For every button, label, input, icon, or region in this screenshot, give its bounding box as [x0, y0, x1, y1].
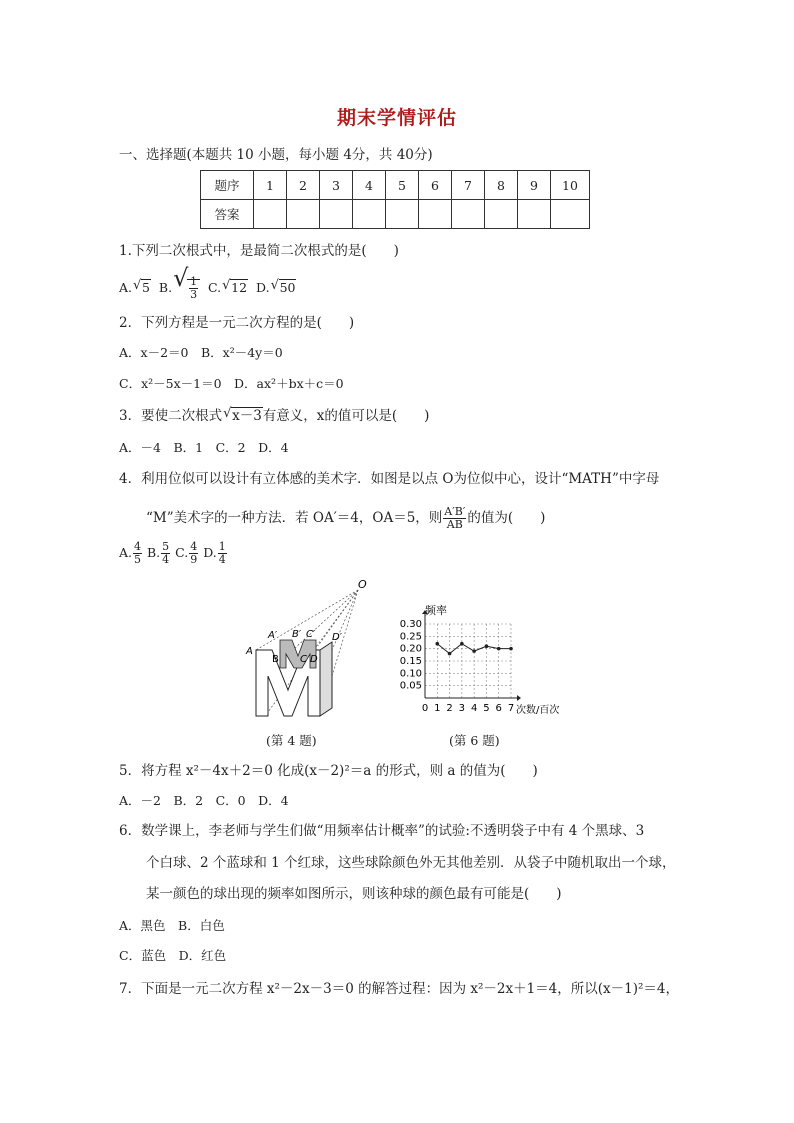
question-4-line-2: “M”美术字的一种方法．若 OA′＝4，OA＝5，则 $\frac{A'B'}{AB}$ 的值为( ) [146, 505, 546, 531]
table-number: 8 [485, 171, 518, 200]
chart-y-tick-label: 0.25 [399, 631, 422, 643]
chart-point [448, 652, 452, 656]
point-a1-label: A′ [268, 630, 278, 641]
chart-point [472, 649, 476, 653]
table-number: 7 [452, 171, 485, 200]
question-3-options: A．－4 B．1 C．2 D．4 [119, 440, 289, 455]
chart-x-tick-label: 4 [470, 703, 478, 714]
answer-cell[interactable] [386, 200, 419, 229]
answer-cell[interactable] [518, 200, 551, 229]
chart-y-tick-label: 0.30 [399, 619, 422, 630]
answer-cell[interactable] [287, 200, 320, 229]
question-1-options [119, 264, 296, 301]
answer-cell[interactable] [551, 200, 590, 229]
figure-m-letter [240, 580, 380, 725]
question-4-line-1: 4．利用位似可以设计有立体感的美术字．如图是以点 O为位似中心，设计“MATH”中字母 [119, 471, 660, 487]
frequency-chart [395, 600, 575, 722]
question-6-options-1: A．黑色 B．白色 [119, 918, 225, 933]
question-4-options: A. $\frac{4}{5}$ B. $\frac{5}{4}$ C. $\frac{4}{9}$ D. $\frac{1}{4}$ [119, 540, 226, 566]
question-2-stem: 2．下列方程是一元二次方程的是( ) [119, 315, 355, 331]
figure-6-caption: (第 6 题) [449, 733, 500, 748]
question-6-line-2: 个白球、2 个蓝球和 1 个红球，这些球除颜色外无其他差别．从袋子中随机取出一个球， [146, 855, 676, 871]
chart-x-axis-label: 次数/百次 [516, 705, 560, 716]
chart-axes [422, 610, 521, 701]
chart-x-tick-label: 5 [483, 703, 490, 714]
chart-point [435, 642, 439, 646]
question-1-stem: 1.下列二次根式中，是最简二次根式的是( ) [119, 243, 399, 259]
point-b1-label: B′ [292, 629, 302, 640]
question-6-line-1: 6．数学课上，李老师与学生们做“用频率估计概率”的试验:不透明袋子中有 4 个黑球、3 [119, 823, 645, 839]
question-5-options: A．－2 B．2 C．0 D．4 [119, 793, 289, 808]
table-number: 4 [353, 171, 386, 200]
answer-cell[interactable] [353, 200, 386, 229]
point-c-label: C [300, 654, 307, 665]
figure-4-caption: (第 4 题) [266, 733, 317, 748]
answer-cell[interactable] [320, 200, 353, 229]
chart-y-axis-label: 频率 [425, 604, 447, 617]
question-5-stem: 5．将方程 x²－4x＋2＝0 化成(x－2)²＝a 的形式，则 a 的值为( ) [119, 763, 538, 779]
answer-cell[interactable] [452, 200, 485, 229]
chart-grid [425, 624, 511, 698]
chart-y-tick-label: 0.05 [399, 680, 422, 692]
chart-x-tick-label: 3 [458, 703, 466, 714]
chart-point [460, 642, 464, 646]
page-title: 期末学情评估 [336, 107, 457, 129]
chart-y-tick-label: 0.15 [399, 656, 422, 667]
chart-x-axis-arrow [517, 695, 521, 701]
table-number: 6 [419, 171, 452, 200]
table-answer-label: 答案 [201, 200, 254, 229]
option-d-radical: √ 50 [270, 278, 296, 295]
chart-point [509, 647, 513, 651]
chart-point [497, 647, 501, 651]
option-a-radical: √ 5 [133, 278, 150, 295]
point-o-label: O [358, 580, 367, 591]
option-d-label: D. [256, 280, 270, 295]
question-6-line-3: 某一颜色的球出现的频率如图所示，则该种球的颜色最有可能是( ) [146, 886, 562, 902]
chart-y-tick-label: 0.20 [399, 643, 422, 655]
option-c-label: C. [208, 280, 222, 295]
answer-cell[interactable] [419, 200, 452, 229]
table-number: 10 [551, 171, 590, 200]
table-number: 2 [287, 171, 320, 200]
point-b-label: B [272, 654, 279, 665]
chart-ticks [400, 619, 514, 714]
point-c1-label: C′ [306, 629, 316, 640]
table-number: 5 [386, 171, 419, 200]
chart-x-tick-label: 6 [495, 703, 502, 714]
chart-x-tick-label: 7 [507, 703, 515, 714]
question-2-options-1: A．x－2＝0 B．x²－4y＝0 [119, 345, 283, 360]
chart-point [485, 644, 489, 648]
point-d1-label: D′ [332, 632, 342, 643]
question-3-stem: 3．要使二次根式 √ x－3有意义，x的值可以是( ) [119, 406, 430, 424]
option-b-radical: √ $\frac{1}{3}$ [173, 276, 200, 301]
option-a-label: A. [119, 280, 133, 295]
table-header-label: 题序 [201, 171, 254, 200]
answer-table-header-row [201, 171, 590, 200]
chart-x-tick-label: 2 [446, 703, 453, 714]
point-d-label: D [310, 654, 318, 665]
answer-table [200, 170, 590, 229]
chart-x-tick-label: 0 [421, 703, 429, 714]
answer-cell[interactable] [254, 200, 287, 229]
answer-table-answer-row [201, 200, 590, 229]
table-number: 9 [518, 171, 551, 200]
option-c-radical: √ 12 [222, 278, 248, 295]
section-heading: 一、选择题(本题共 10 小题，每小题 4分，共 40分) [119, 147, 433, 163]
answer-cell[interactable] [485, 200, 518, 229]
question-7-line-1: 7．下面是一元二次方程 x²－2x－3＝0 的解答过程：因为 x²－2x＋1＝4，所以(x－1)²＝4， [119, 981, 680, 997]
point-a-label: A [246, 646, 253, 657]
table-number: 1 [254, 171, 287, 200]
option-b-label: B. [158, 280, 173, 295]
chart-y-tick-label: 0.10 [399, 668, 422, 680]
table-number: 3 [320, 171, 353, 200]
question-6-options-2: C．蓝色 D．红色 [119, 948, 227, 963]
chart-x-tick-label: 1 [434, 703, 441, 714]
question-2-options-2: C．x²－5x－1＝0 D．ax²＋bx＋c＝0 [119, 376, 344, 391]
